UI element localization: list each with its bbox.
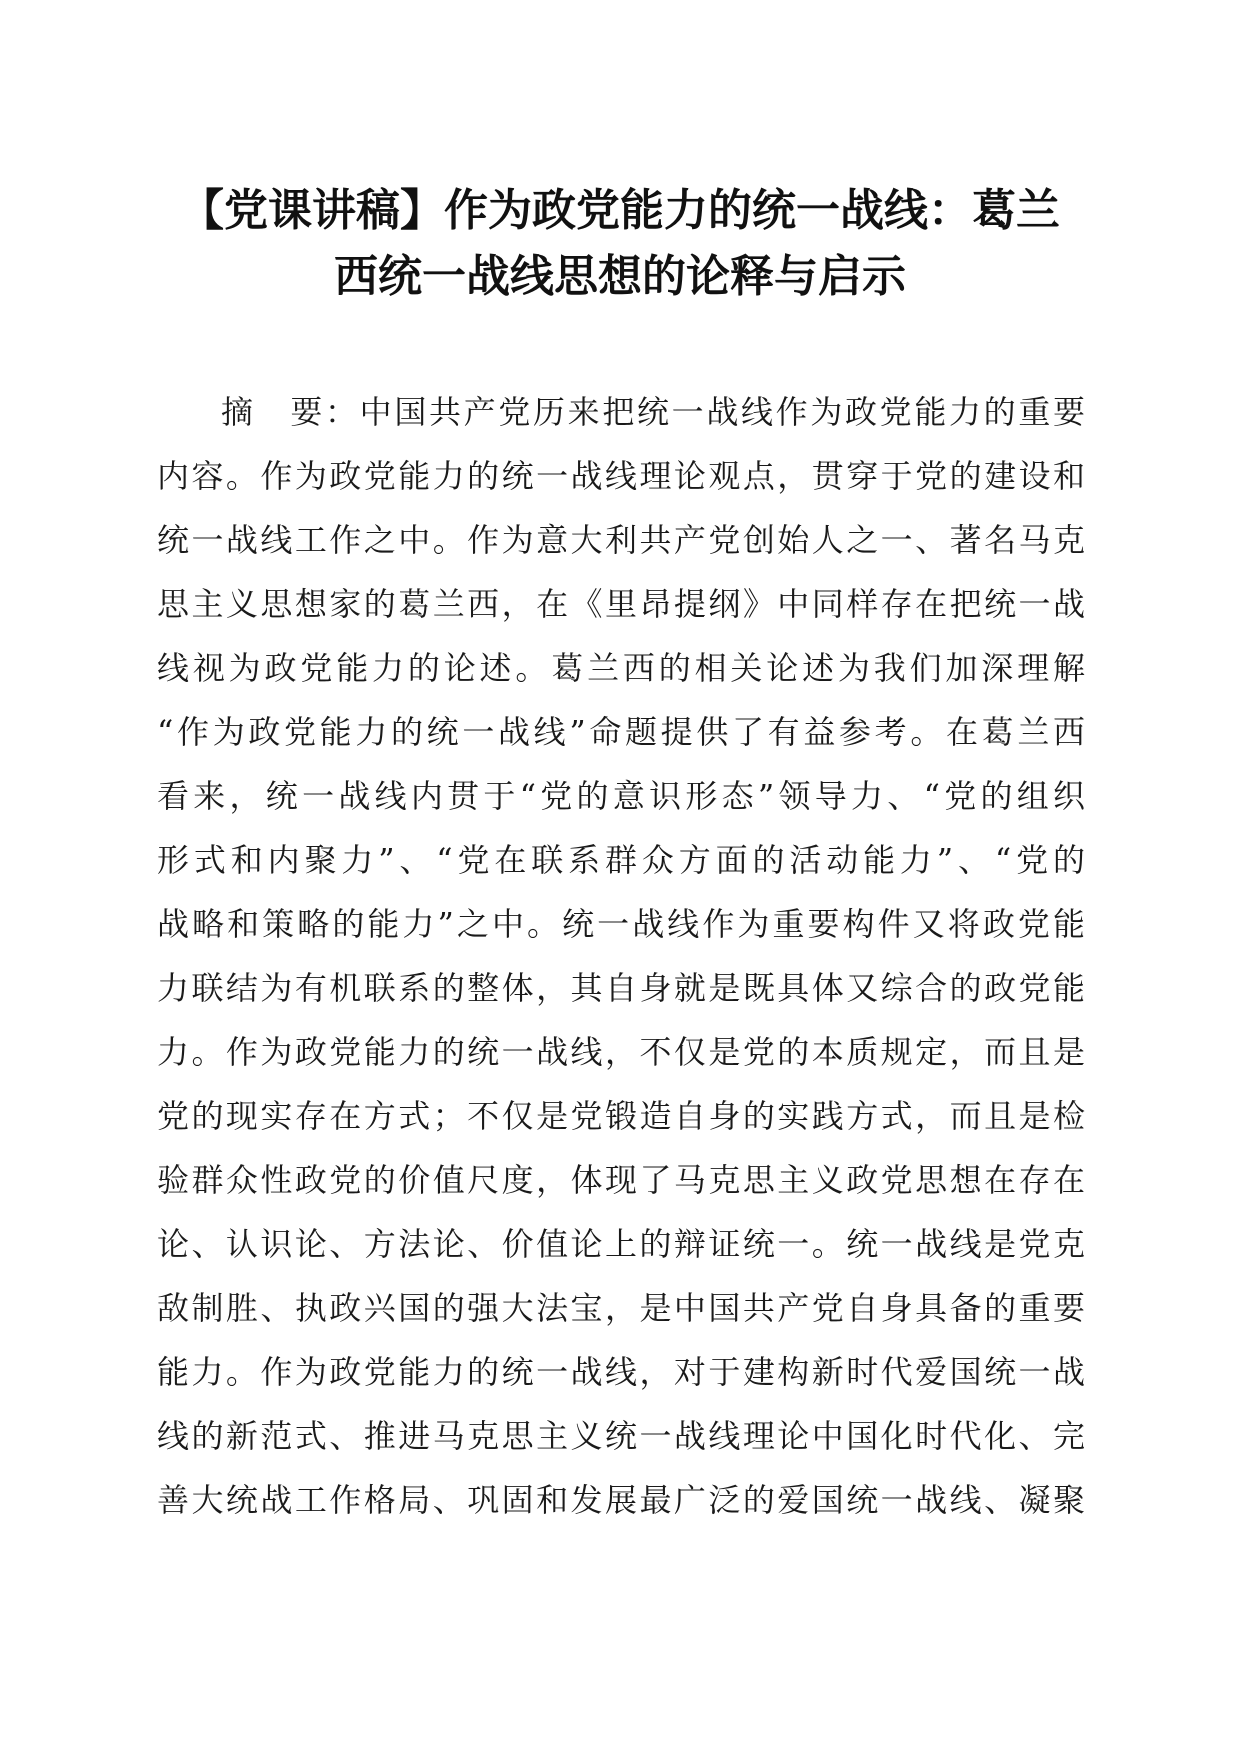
abstract-line: 论、认识论、方法论、价值论上的辩证统一。统一战线是党克: [157, 1225, 1087, 1263]
title-line: 【党课讲稿】作为政党能力的统一战线：葛兰: [180, 185, 1060, 236]
abstract-line: 党的现实存在方式；不仅是党锻造自身的实践方式，而且是检: [157, 1097, 1087, 1135]
abstract-line: 线的新范式、推进马克思主义统一战线理论中国化时代化、完: [157, 1417, 1087, 1455]
abstract-line: 看来，统一战线内贯于“党的意识形态”领导力、“党的组织: [157, 777, 1087, 815]
abstract-line: 验群众性政党的价值尺度，体现了马克思主义政党思想在存在: [157, 1161, 1087, 1199]
abstract-line: 敌制胜、执政兴国的强大法宝，是中国共产党自身具备的重要: [157, 1289, 1087, 1327]
abstract-line: 形式和内聚力”、“党在联系群众方面的活动能力”、“党的: [157, 841, 1087, 879]
abstract-line: 善大统战工作格局、巩固和发展最广泛的爱国统一战线、凝聚: [157, 1481, 1087, 1519]
document-title: [150, 178, 1090, 310]
abstract-line: 统一战线工作之中。作为意大利共产党创始人之一、著名马克: [157, 521, 1087, 559]
abstract-line: 思主义思想家的葛兰西，在《里昂提纲》中同样存在把统一战: [157, 585, 1087, 623]
abstract-line: 力联结为有机联系的整体，其自身就是既具体又综合的政党能: [157, 969, 1087, 1007]
abstract-line: 能力。作为政党能力的统一战线，对于建构新时代爱国统一战: [157, 1353, 1087, 1391]
abstract-line: 力。作为政党能力的统一战线，不仅是党的本质规定，而且是: [157, 1033, 1087, 1071]
abstract-line: 战略和策略的能力”之中。统一战线作为重要构件又将政党能: [157, 905, 1087, 943]
abstract-line: 摘 要：中国共产党历来把统一战线作为政党能力的重要: [221, 393, 1087, 431]
abstract-line: “作为政党能力的统一战线”命题提供了有益参考。在葛兰西: [157, 713, 1087, 751]
abstract-line: 内容。作为政党能力的统一战线理论观点，贯穿于党的建设和: [157, 457, 1087, 495]
title-line: 西统一战线思想的论释与启示: [334, 251, 906, 302]
abstract-line: 线视为政党能力的论述。葛兰西的相关论述为我们加深理解: [157, 649, 1087, 687]
abstract-paragraph: [157, 380, 1087, 1532]
